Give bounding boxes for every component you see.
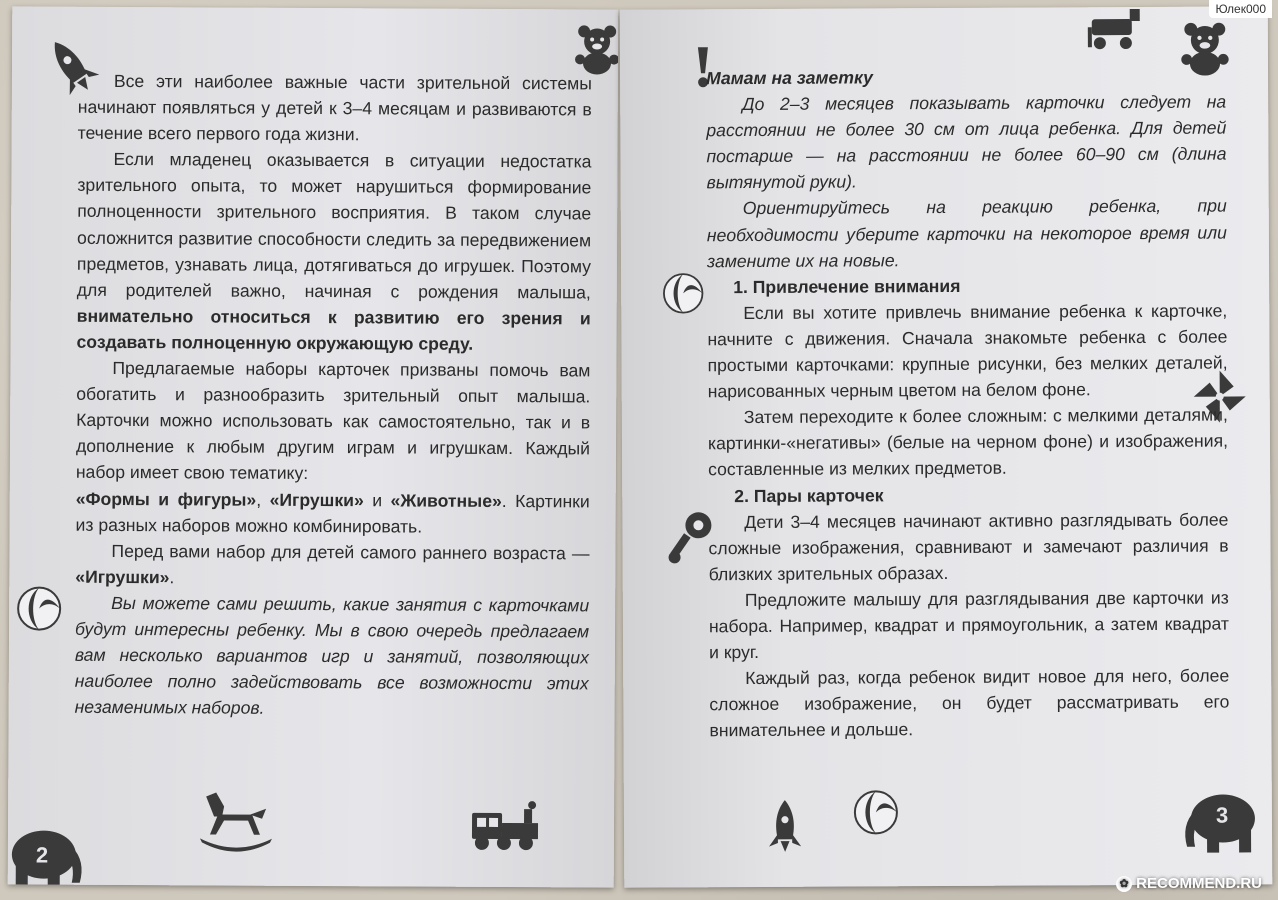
- paragraph-italic: Ориентируйтесь на реакцию ребенка, при необходимости уберите карточки на некоторое время или замените их на новые.: [706, 195, 1227, 271]
- text-run: .: [169, 567, 175, 588]
- text-run: . Картинки из разных наборов можно комбинировать.: [75, 490, 590, 537]
- teddy-bear-icon: [574, 23, 618, 75]
- paragraph: [75, 537, 589, 592]
- left-page: [8, 6, 619, 887]
- set-title-forms: «Формы и фигуры»: [75, 488, 257, 510]
- paragraph: Предложите малышу для разглядывания две карточки из набора. Например, квадрат и прямоугольник, а затем квадрат и круг.: [708, 587, 1229, 663]
- set-title-toys: «Игрушки»: [269, 489, 364, 510]
- bold-text-run: «Игрушки»: [75, 566, 170, 588]
- right-page-text: [706, 63, 1230, 744]
- text-run: ,: [256, 489, 262, 510]
- rocking-horse-icon: [196, 790, 276, 854]
- section-heading-attention: 1. Привлечение внимания: [733, 275, 961, 297]
- beach-ball-icon: [15, 584, 63, 632]
- section-heading-pairs: 2. Пары карточек: [734, 484, 884, 506]
- watermark-username: Юлек000: [1209, 0, 1272, 18]
- right-page: [620, 6, 1273, 887]
- paragraph: Дети 3–4 месяцев начинают активно разглядывать более сложные изображения, сравнивают и замечают различия в близких зрительных образах.: [708, 509, 1229, 585]
- toy-cart-icon: [1086, 7, 1146, 55]
- paragraph-italic: До 2–3 месяцев показывать карточки следует на расстоянии не более 30 см от лица ребенка. Для детей постарше — на расстоянии не более 60–90 см (длина вытянутой руки).: [706, 91, 1227, 193]
- train-icon: [468, 799, 548, 855]
- page-number: 3: [1215, 802, 1229, 828]
- beach-ball-icon: [852, 788, 900, 836]
- page-number-elephant-right: [1178, 788, 1260, 858]
- brand-name: RECOMMEND.RU: [1136, 875, 1262, 892]
- rocket-icon: [760, 795, 810, 859]
- paragraph: Если вы хотите привлечь внимание ребенка к карточке, начните с движения. Сначала знакомьте ребенка с более простыми карточками: крупные рисунки, без мелких деталей, нарисованных черным цветом на белом фоне.: [707, 300, 1228, 402]
- paragraph: Каждый раз, когда ребенок видит новое для него, более сложное изображение, он будет рассматривать его внимательнее и дольше.: [709, 665, 1230, 741]
- page-number-elephant-left: [8, 824, 88, 887]
- brand-logo: [1116, 875, 1262, 892]
- set-title-animals: «Животные»: [390, 489, 502, 511]
- left-page-text: [75, 68, 592, 723]
- paragraph: [76, 355, 591, 540]
- paragraph: Затем переходите к более сложным: с мелкими деталями, картинки-«негативы» (белые на черном фоне) и изображения, составленные из мелких предметов.: [707, 404, 1229, 480]
- brand-mark-icon: ✿: [1116, 876, 1132, 892]
- beach-ball-icon: [661, 271, 705, 315]
- text-run: Предлагаемые наборы карточек призваны помочь вам обогатить и разнообразить зрительный опыт малыша. Карточки можно использовать как самостоятельно, так и в дополнение к любым другим играм и игрушкам. Каждый набор имеет свою тематику:: [75, 357, 591, 484]
- paragraph: [76, 146, 591, 357]
- text-run: Если младенец оказывается в ситуации недостатка зрительного опыта, то может нарушиться формирование полноценности зрительного восприятия. В таком случае осложнится развитие способности следить за передвижением предметов, узнавать лица, дотягиваться до игрушек. Поэтому для родителей важно, начиная с рождения малыша,: [76, 149, 592, 303]
- page-number: 2: [35, 842, 49, 868]
- bold-text-run: внимательно относиться к развитию его зрения и создавать полноценную окружающую среду.: [76, 305, 591, 354]
- note-title: Мамам на заметку: [706, 67, 873, 89]
- text-run: Перед вами набор для детей самого раннего возраста —: [111, 540, 590, 564]
- paragraph: Все эти наиболее важные части зрительной системы начинают появляться у детей к 3–4 месяцам и развиваются в течение всего первого года жизни.: [77, 70, 592, 145]
- text-run: и: [372, 489, 383, 510]
- paragraph-italic: Вы можете сами решить, какие занятия с карточками будут интересны ребенку. Мы в свою очередь предлагаем вам несколько вариантов игр и занятий, позволяющих наиболее полно задействовать все возможности этих незаменимых наборов.: [74, 592, 590, 718]
